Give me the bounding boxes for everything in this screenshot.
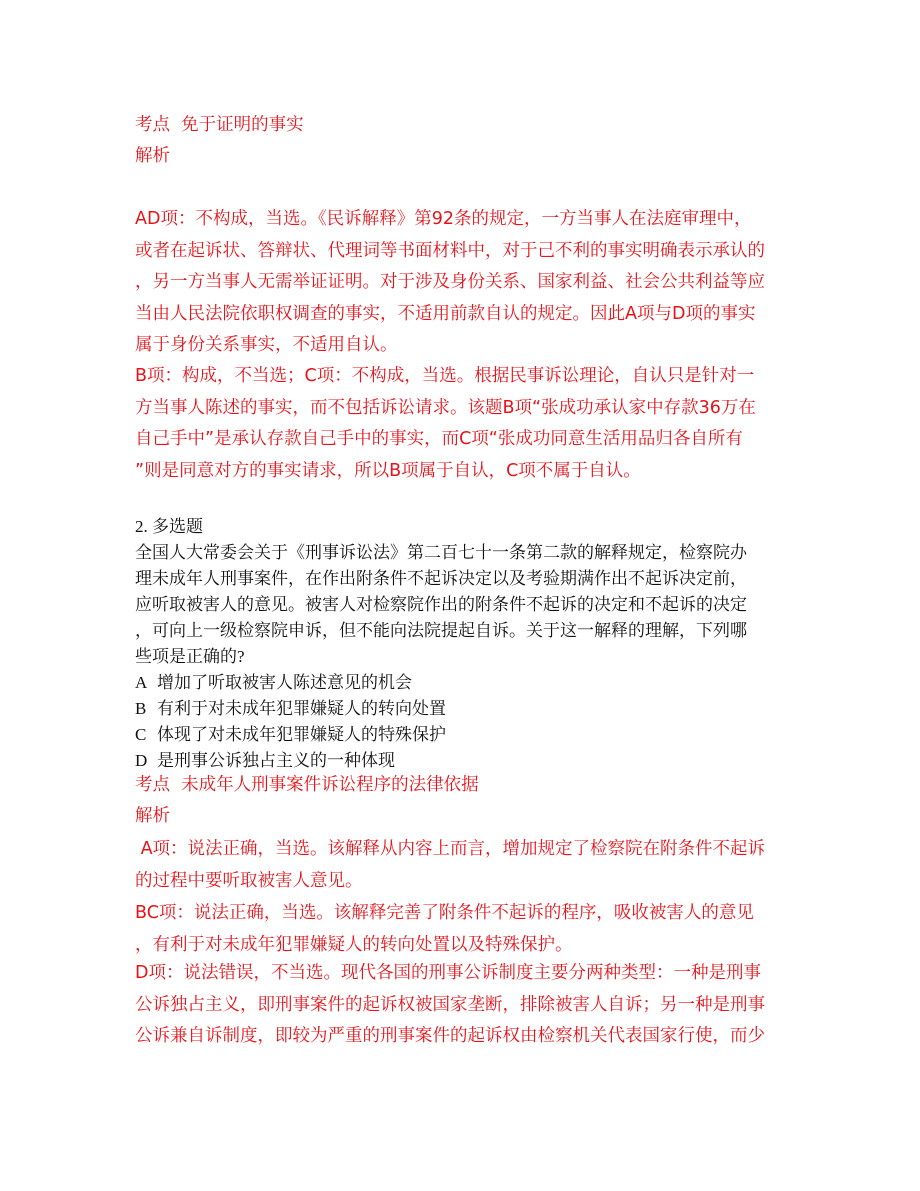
- q2-analysis-bc-line: BC项：说法正确，当选。该解释完善了附条件不起诉的程序，吸收被害人的意见: [135, 903, 754, 923]
- q1-p1-line: ，另一方当事人无需举证证明。对于涉及身份关系、国家利益、社会公共利益等应: [135, 272, 765, 292]
- q2-analysis-a-line: A项：说法正确，当选。该解释从内容上而言，增加规定了检察院在附条件不起诉: [135, 839, 766, 859]
- option-letter: C: [135, 725, 147, 744]
- option-letter: A: [135, 673, 148, 692]
- q2-stem-line: 全国人大常委会关于《刑事诉讼法》第二百七十一条第二款的解释规定，检察院办: [135, 543, 747, 562]
- q2-analysis-a: [135, 834, 785, 897]
- q2-topic-value: 未成年人刑事案件诉讼程序的法律依据: [181, 775, 479, 795]
- q2-topic-line: [135, 774, 785, 797]
- q1-analysis-paragraph-2: [135, 361, 785, 487]
- option-letter: B: [135, 699, 147, 718]
- q2-topic-label: 考点: [135, 775, 170, 795]
- q2-analysis-bc-line: ，有利于对未成年犯罪嫌疑人的转向处置以及特殊保护。: [135, 934, 573, 955]
- q2-analysis-label: 解析: [135, 806, 170, 826]
- q2-stem-line: 理未成年人刑事案件，在作出附条件不起诉决定以及考验期满作出不起诉决定前，: [135, 569, 747, 588]
- q2-analysis-d-line: D项：说法错误，不当选。现代各国的刑事公诉制度主要分两种类型：一种是刑事: [135, 963, 761, 983]
- q1-p1-line: AD项：不构成，当选。《民诉解释》第92条的规定，一方当事人在法庭审理中，: [135, 209, 752, 229]
- q2-analysis-bc: [135, 898, 785, 961]
- q1-p1-line: 当由人民法院依职权调查的事实，不适用前款自认的规定。因此A项与D项的事实: [135, 303, 756, 324]
- q2-question: [135, 514, 785, 774]
- q1-p1-line: 或者在起诉状、答辩状、代理词等书面材料中，对于己不利的事实明确表示承认的: [135, 240, 765, 261]
- q1-topic-label: 考点: [135, 115, 170, 135]
- q2-analysis-d: [135, 958, 785, 1053]
- option-text: 增加了听取被害人陈述意见的机会: [157, 673, 412, 692]
- q2-stem-line: 应听取被害人的意见。被害人对检察院作出的附条件不起诉的决定和不起诉的决定: [135, 595, 747, 614]
- q2-option-c: [135, 722, 785, 748]
- option-letter: D: [135, 751, 148, 770]
- q1-analysis-label: 解析: [135, 146, 170, 166]
- q1-p2-line: 方当事人陈述的事实，而不包括诉讼请求。该题B项“张成功承认家中存款36万在: [135, 397, 756, 418]
- option-text: 体现了对未成年犯罪嫌疑人的特殊保护: [157, 725, 446, 744]
- q2-analysis-a-line: 的过程中要听取被害人意见。: [135, 870, 363, 891]
- q1-p1-line: 属于身份关系事实，不适用自认。: [135, 335, 398, 355]
- q1-p2-line: ”则是同意对方的事实请求，所以B项属于自认，C项不属于自认。: [135, 460, 641, 481]
- option-text: 是刑事公诉独占主义的一种体现: [157, 751, 395, 770]
- option-text: 有利于对未成年犯罪嫌疑人的转向处置: [157, 699, 446, 718]
- q2-analysis-d-line: 公诉独占主义，即刑事案件的起诉权被国家垄断，排除被害人自诉；另一种是刑事: [135, 994, 765, 1015]
- q2-analysis-d-line: 公诉兼自诉制度，即较为严重的刑事案件的起诉权由检察机关代表国家行使，而少: [135, 1026, 765, 1046]
- q1-p2-line: B项：构成，不当选；C项：不构成，当选。根据民事诉讼理论，自认只是针对一: [135, 366, 755, 386]
- q1-analysis-paragraph-1: [135, 204, 785, 362]
- q2-option-a: [135, 670, 785, 696]
- q2-option-b: [135, 696, 785, 722]
- q2-stem-line: 些项是正确的?: [135, 647, 245, 666]
- q1-p2-line: 自己手中”是承认存款自己手中的事实，而C项“张成功同意生活用品归各自所有: [135, 429, 743, 449]
- q2-option-d: [135, 748, 785, 774]
- q1-topic-value: 免于证明的事实: [181, 115, 304, 135]
- q1-topic-line: [135, 114, 785, 137]
- q2-heading: 2. 多选题: [135, 517, 203, 536]
- q2-stem-line: ，可向上一级检察院申诉，但不能向法院提起自诉。关于这一解释的理解，下列哪: [135, 621, 747, 640]
